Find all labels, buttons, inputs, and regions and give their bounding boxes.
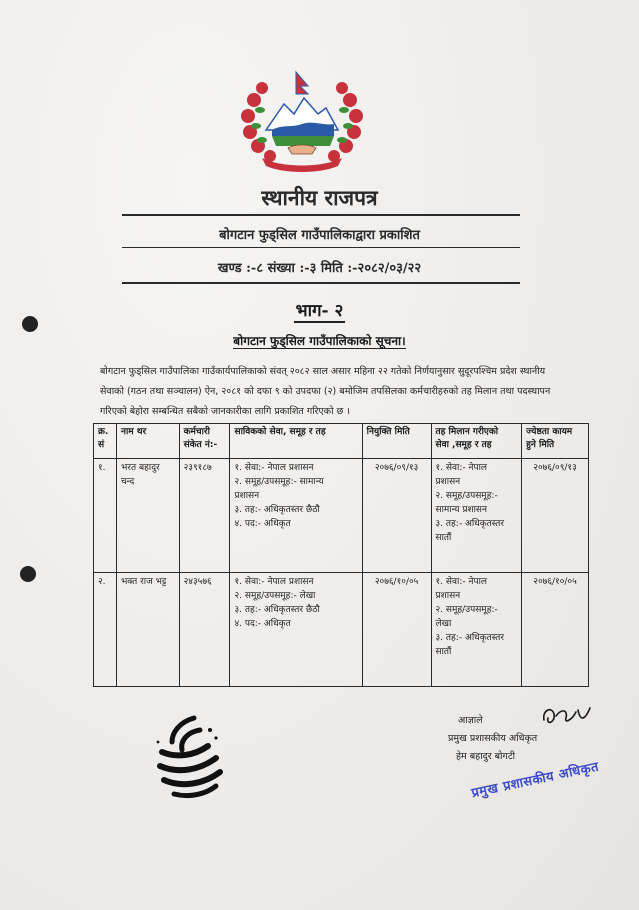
cell-prev-service: १. सेवा:- नेपाल प्रशासन २. समूह/उपसमूह:- सामान्य प्रशासन ३. तह:- अधिकृतस्तर छैठौ ४. पद:- अधिकृत xyxy=(230,459,362,573)
col-header-appointment: नियुक्ति मिति xyxy=(362,424,431,459)
cell-seniority: २०७६/०९/१३ xyxy=(522,459,589,573)
gazette-title: स्थानीय राजपत्र xyxy=(261,185,378,210)
cell-adjusted: १. सेवा:- नेपाल प्रशासन २. समूह/उपसमूह:- लेखा ३. तह:- अधिकृतस्तर सातौं xyxy=(431,573,522,687)
cell-seniority: २०७६/१०/०५ xyxy=(522,573,589,687)
publisher-line: बोगटान फुड्सिल गाउँपालिकाद्वारा प्रकाशित xyxy=(219,228,420,243)
table-header-row xyxy=(94,424,589,459)
signature-line-1: आज्ञाले xyxy=(458,715,483,726)
col-header-sn: क्र. सं xyxy=(94,424,117,459)
notice-title xyxy=(0,332,639,349)
punch-hole-bottom xyxy=(20,566,36,582)
employee-table xyxy=(93,423,589,687)
col-header-adjusted: तह मिलान गरीएको सेवा ,समूह र तह xyxy=(431,424,522,459)
cell-name: भरत बहादुर चन्द xyxy=(116,459,179,573)
col-header-code: कर्मचारी संकेत नं:- xyxy=(179,424,230,459)
cell-adjusted: १. सेवा:- नेपाल प्रशासन २. समूह/उपसमूह:- सामान्य प्रशासन ३. तह:- अधिकृतस्तर सातौं xyxy=(431,459,522,573)
officer-rubber-stamp: प्रमुख प्रशासकीय अधिकृत xyxy=(470,759,601,802)
notice-title-text: बोगटान फुड्सिल गाउँपालिकाको सूचना। xyxy=(233,334,406,348)
col-header-prev-service: साविकको सेवा, समूह र तह xyxy=(230,424,362,459)
cell-sn: १. xyxy=(94,459,117,573)
title-divider xyxy=(122,214,520,216)
signature-block xyxy=(448,712,598,766)
signature-line-3: हेम बहादुर बोगटी xyxy=(456,751,516,762)
part-label-text: भाग- २ xyxy=(295,301,344,321)
cell-code: २३९१८७ xyxy=(179,459,230,573)
cell-appointment: २०७६/१०/०५ xyxy=(362,573,431,687)
cell-code: २४३५७६ xyxy=(179,573,230,687)
publisher-divider xyxy=(122,247,520,248)
cell-prev-service: १. सेवा:- नेपाल प्रशासन २. समूह/उपसमूह:- लेखा ३. तह:- अधिकृतस्तर छैठौ ४. पद:- अधिकृत xyxy=(230,573,362,687)
office-seal-icon xyxy=(150,712,230,802)
table-row xyxy=(94,573,589,687)
issue-line: खण्ड :-८ संख्या :-३ मिति :-२०८२/०३/२२ xyxy=(217,261,422,276)
issue-divider xyxy=(122,282,520,284)
cell-name: भक्त राज भट्ट xyxy=(116,573,179,687)
col-header-seniority: ज्येष्ठता कायम हुने मिति xyxy=(522,424,589,459)
col-header-name: नाम थर xyxy=(116,424,179,459)
cell-appointment: २०७६/०९/१३ xyxy=(362,459,431,573)
notice-body: बोगटान फुड्सिल गाउँपालिका गाउँकार्यपालिकाको संवत् २०८२ साल असार महिना २२ गतेको निर्णयानुसार सुदूरपश्चिम प्रदेश स्थानीय सेवाको (गठन तथा सञ्चालन) ऐन, २०८१ को दफा ९ को उपदफा (२) बमोजिम तपसिलका कर्मचारीहरुको तह मिलान तथा पदस्थापन गरिएको बेहोरा सम्बन्धित सबैको जानकारीका लागि प्रकाशित गरिएको छ । xyxy=(100,366,551,417)
nepal-emblem-icon xyxy=(232,70,372,174)
signature-line-2: प्रमुख प्रशासकीय अधिकृत xyxy=(448,733,538,744)
cell-sn: २. xyxy=(94,573,117,687)
table-row xyxy=(94,459,589,573)
part-label xyxy=(0,298,639,321)
